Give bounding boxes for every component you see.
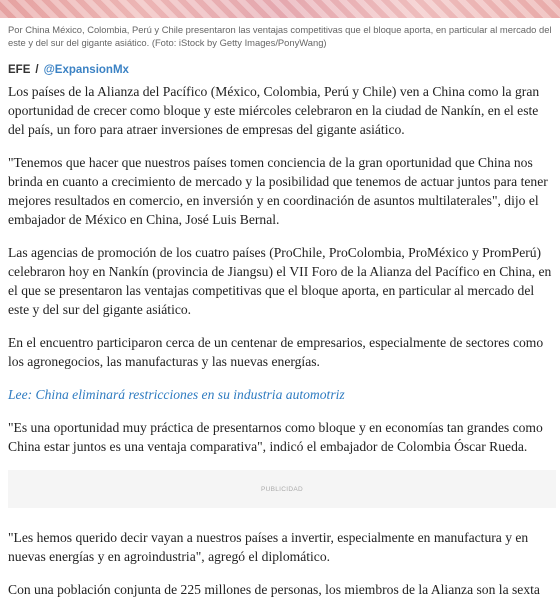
article-paragraph-7: Con una población conjunta de 225 millones de personas, los miembros de la Alianza son la sexta [8, 582, 540, 597]
image-caption: Por China México, Colombia, Perú y Chile presentaron las ventajas competitivas que el bloque aporta, en particular al mercado del este y del sur del gigante asiático. (Foto: iStock by Getty Images/PonyWang) [8, 24, 552, 48]
article-paragraph-4: En el encuentro participaron cerca de un centenar de empresarios, especialmente de sectores como los agronegocios, las manufacturas y las nuevas energías. [8, 335, 544, 369]
related-article-link[interactable]: Lee: China eliminará restricciones en su industria automotriz [8, 387, 345, 402]
article-paragraph-5: "Es una oportunidad muy práctica de presentarnos como bloque y en economías tan grandes como China estar juntos es una ventaja comparativa", indicó el embajador de Colombia Óscar Rueda. [8, 420, 543, 454]
hero-image [0, 0, 560, 18]
article-body [8, 82, 556, 613]
article-paragraph-2: "Tenemos que hacer que nuestros países tomen conciencia de la gran oportunidad que China nos brinda en cuanto a crecimiento de mercado y la posibilidad que tenemos de actuar juntos para tener mejores resultados en comercio, en inversión y en coordinación de asuntos multilaterales", dijo el embajador de México en China, José Luis Bernal. [8, 155, 548, 227]
byline-twitter-handle-link[interactable]: @ExpansionMx [43, 64, 129, 76]
advertisement-slot [8, 470, 556, 508]
byline-separator: / [35, 64, 39, 76]
byline [8, 64, 129, 76]
byline-agency: EFE [8, 64, 31, 76]
article-paragraph-3: Las agencias de promoción de los cuatro países (ProChile, ProColombia, ProMéxico y PromPerú) celebraron hoy en Nankín (provincia de Jiangsu) el VII Foro de la Alianza del Pacífico en China, en el que se presentaron las ventajas competitivas que el bloque aporta, en particular al mercado del este y del sur del gigante asiático. [8, 245, 552, 317]
hero-image-pattern [0, 0, 560, 18]
related-article [8, 385, 556, 404]
advertisement-label: PUBLICIDAD [260, 485, 303, 493]
article-paragraph-1: Los países de la Alianza del Pacífico (México, Colombia, Perú y Chile) ven a China como la gran oportunidad de crecer como bloque y este miércoles celebraron en la ciudad de Nankín, en el este del país, un foro para atraer inversiones de empresas del gigante asiático. [8, 84, 540, 137]
article-paragraph-6: "Les hemos querido decir vayan a nuestros países a invertir, especialmente en manufactura y en nuevas energías y en agroindustria", agregó el diplomático. [8, 530, 529, 564]
